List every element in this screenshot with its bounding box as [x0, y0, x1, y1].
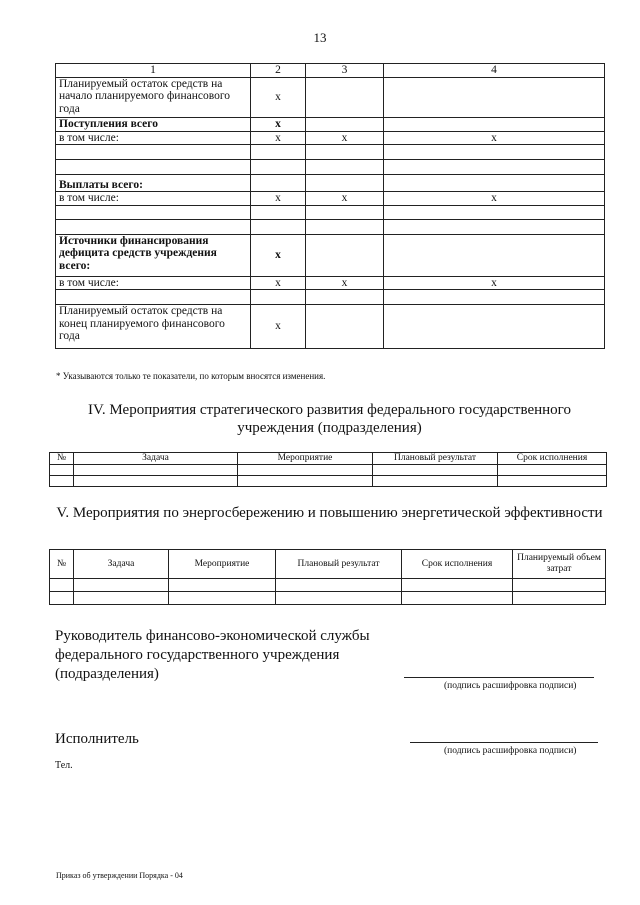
table-cell [498, 476, 607, 487]
financial-indicators-table [55, 63, 605, 349]
table-cell [306, 117, 384, 131]
row-label: Планируемый остаток средств на конец планируемого финансового года [56, 305, 251, 349]
column-header: № [50, 453, 74, 465]
table-header-row [50, 453, 607, 465]
table-cell [50, 465, 74, 476]
table-cell: x [306, 131, 384, 145]
table-row [50, 592, 606, 605]
table-cell [306, 160, 384, 175]
table-cell [238, 476, 373, 487]
table-cell [384, 160, 605, 175]
table-cell [384, 205, 605, 219]
table-cell: x [251, 117, 306, 131]
column-header: 4 [384, 64, 605, 78]
table-row [56, 276, 605, 290]
table-row [56, 145, 605, 160]
table-cell [384, 234, 605, 276]
table-cell [373, 476, 498, 487]
table-cell [373, 465, 498, 476]
table-cell [56, 290, 251, 305]
executor-signature-hint: (подпись расшифровка подписи) [444, 746, 577, 756]
column-header: Мероприятие [238, 453, 373, 465]
table-cell [384, 290, 605, 305]
row-label: в том числе: [56, 192, 251, 206]
table-cell [384, 219, 605, 234]
table-row [50, 465, 607, 476]
column-header: 3 [306, 64, 384, 78]
energy-saving-table [49, 549, 606, 605]
table-row [56, 192, 605, 206]
footnote: * Указываются только те показатели, по которым вносятся изменения. [56, 371, 326, 381]
head-signature-line [404, 677, 594, 678]
executor-signature-line [410, 742, 598, 743]
table-cell [251, 145, 306, 160]
table-cell [56, 219, 251, 234]
table-cell [56, 145, 251, 160]
column-header: Задача [74, 453, 238, 465]
table-cell [402, 592, 513, 605]
table-cell [251, 290, 306, 305]
table-cell [306, 145, 384, 160]
table-cell [169, 579, 276, 592]
table-row [56, 305, 605, 349]
column-header: Плановый результат [276, 550, 402, 579]
table-cell [306, 234, 384, 276]
table-header-row [50, 550, 606, 579]
table-cell [169, 592, 276, 605]
table-cell: x [384, 276, 605, 290]
table-cell [513, 592, 606, 605]
column-header: 1 [56, 64, 251, 78]
table-cell [306, 205, 384, 219]
row-label: в том числе: [56, 131, 251, 145]
table-cell [251, 205, 306, 219]
page-number: 13 [313, 30, 327, 45]
table-cell [251, 160, 306, 175]
table-cell [306, 175, 384, 192]
table-cell [276, 579, 402, 592]
table-row [56, 290, 605, 305]
section-4-title: IV. Мероприятия стратегического развития федерального государственного учреждения (подразделения) [88, 402, 571, 436]
table-row [56, 160, 605, 175]
section-5-title: V. Мероприятия по энергосбережению и повышению энергетической эффективности [56, 505, 603, 521]
table-row [56, 219, 605, 234]
document-footer: Приказ об утверждении Порядка - 04 [56, 871, 183, 880]
table-row [56, 234, 605, 276]
table-cell: x [251, 131, 306, 145]
table-cell [56, 205, 251, 219]
table-cell: x [251, 305, 306, 349]
table-cell [384, 175, 605, 192]
table-cell [50, 579, 74, 592]
column-header: Срок исполнения [498, 453, 607, 465]
row-label: Источники финансирования дефицита средств учреждения всего: [56, 234, 251, 276]
column-header: Плановый результат [373, 453, 498, 465]
table-row [56, 205, 605, 219]
column-header: Задача [74, 550, 169, 579]
table-cell: x [251, 77, 306, 117]
table-cell [74, 476, 238, 487]
table-cell [74, 592, 169, 605]
column-header: № [50, 550, 74, 579]
head-signature-hint: (подпись расшифровка подписи) [444, 681, 577, 691]
table-cell: x [384, 192, 605, 206]
table-row [56, 117, 605, 131]
head-signature-title: Руководитель финансово-экономической службы федерального государственного учреждения (подразделения) [55, 628, 370, 682]
table-cell [384, 305, 605, 349]
row-label: в том числе: [56, 276, 251, 290]
column-header: Мероприятие [169, 550, 276, 579]
row-label: Планируемый остаток средств на начало планируемого финансового года [56, 77, 251, 117]
table-cell [306, 305, 384, 349]
table-cell [402, 579, 513, 592]
table-cell [513, 579, 606, 592]
table-cell [251, 175, 306, 192]
table-cell [384, 117, 605, 131]
table-cell [74, 465, 238, 476]
column-header: Срок исполнения [402, 550, 513, 579]
table-cell [306, 77, 384, 117]
table-row [50, 476, 607, 487]
table-cell: x [306, 192, 384, 206]
phone-label: Тел. [55, 760, 73, 771]
table-row [56, 131, 605, 145]
strategic-development-table [49, 452, 607, 487]
table-cell: x [251, 192, 306, 206]
table-row [56, 175, 605, 192]
table-cell [498, 465, 607, 476]
table-row [56, 77, 605, 117]
table-cell [251, 219, 306, 234]
row-label: Выплаты всего: [56, 175, 251, 192]
table-row [50, 579, 606, 592]
table-cell: x [384, 131, 605, 145]
column-header: 2 [251, 64, 306, 78]
table-cell [306, 219, 384, 234]
table-cell [50, 476, 74, 487]
table-cell [56, 160, 251, 175]
table-cell [238, 465, 373, 476]
executor-label: Исполнитель [55, 731, 139, 747]
table-cell [306, 290, 384, 305]
table-cell [50, 592, 74, 605]
table-cell: x [251, 234, 306, 276]
table-cell: x [306, 276, 384, 290]
table-cell [384, 145, 605, 160]
row-label: Поступления всего [56, 117, 251, 131]
table-cell: x [251, 276, 306, 290]
table-cell [384, 77, 605, 117]
table-cell [74, 579, 169, 592]
column-header: Планируемый объем затрат [513, 550, 606, 579]
table-header-row [56, 64, 605, 78]
table-cell [276, 592, 402, 605]
